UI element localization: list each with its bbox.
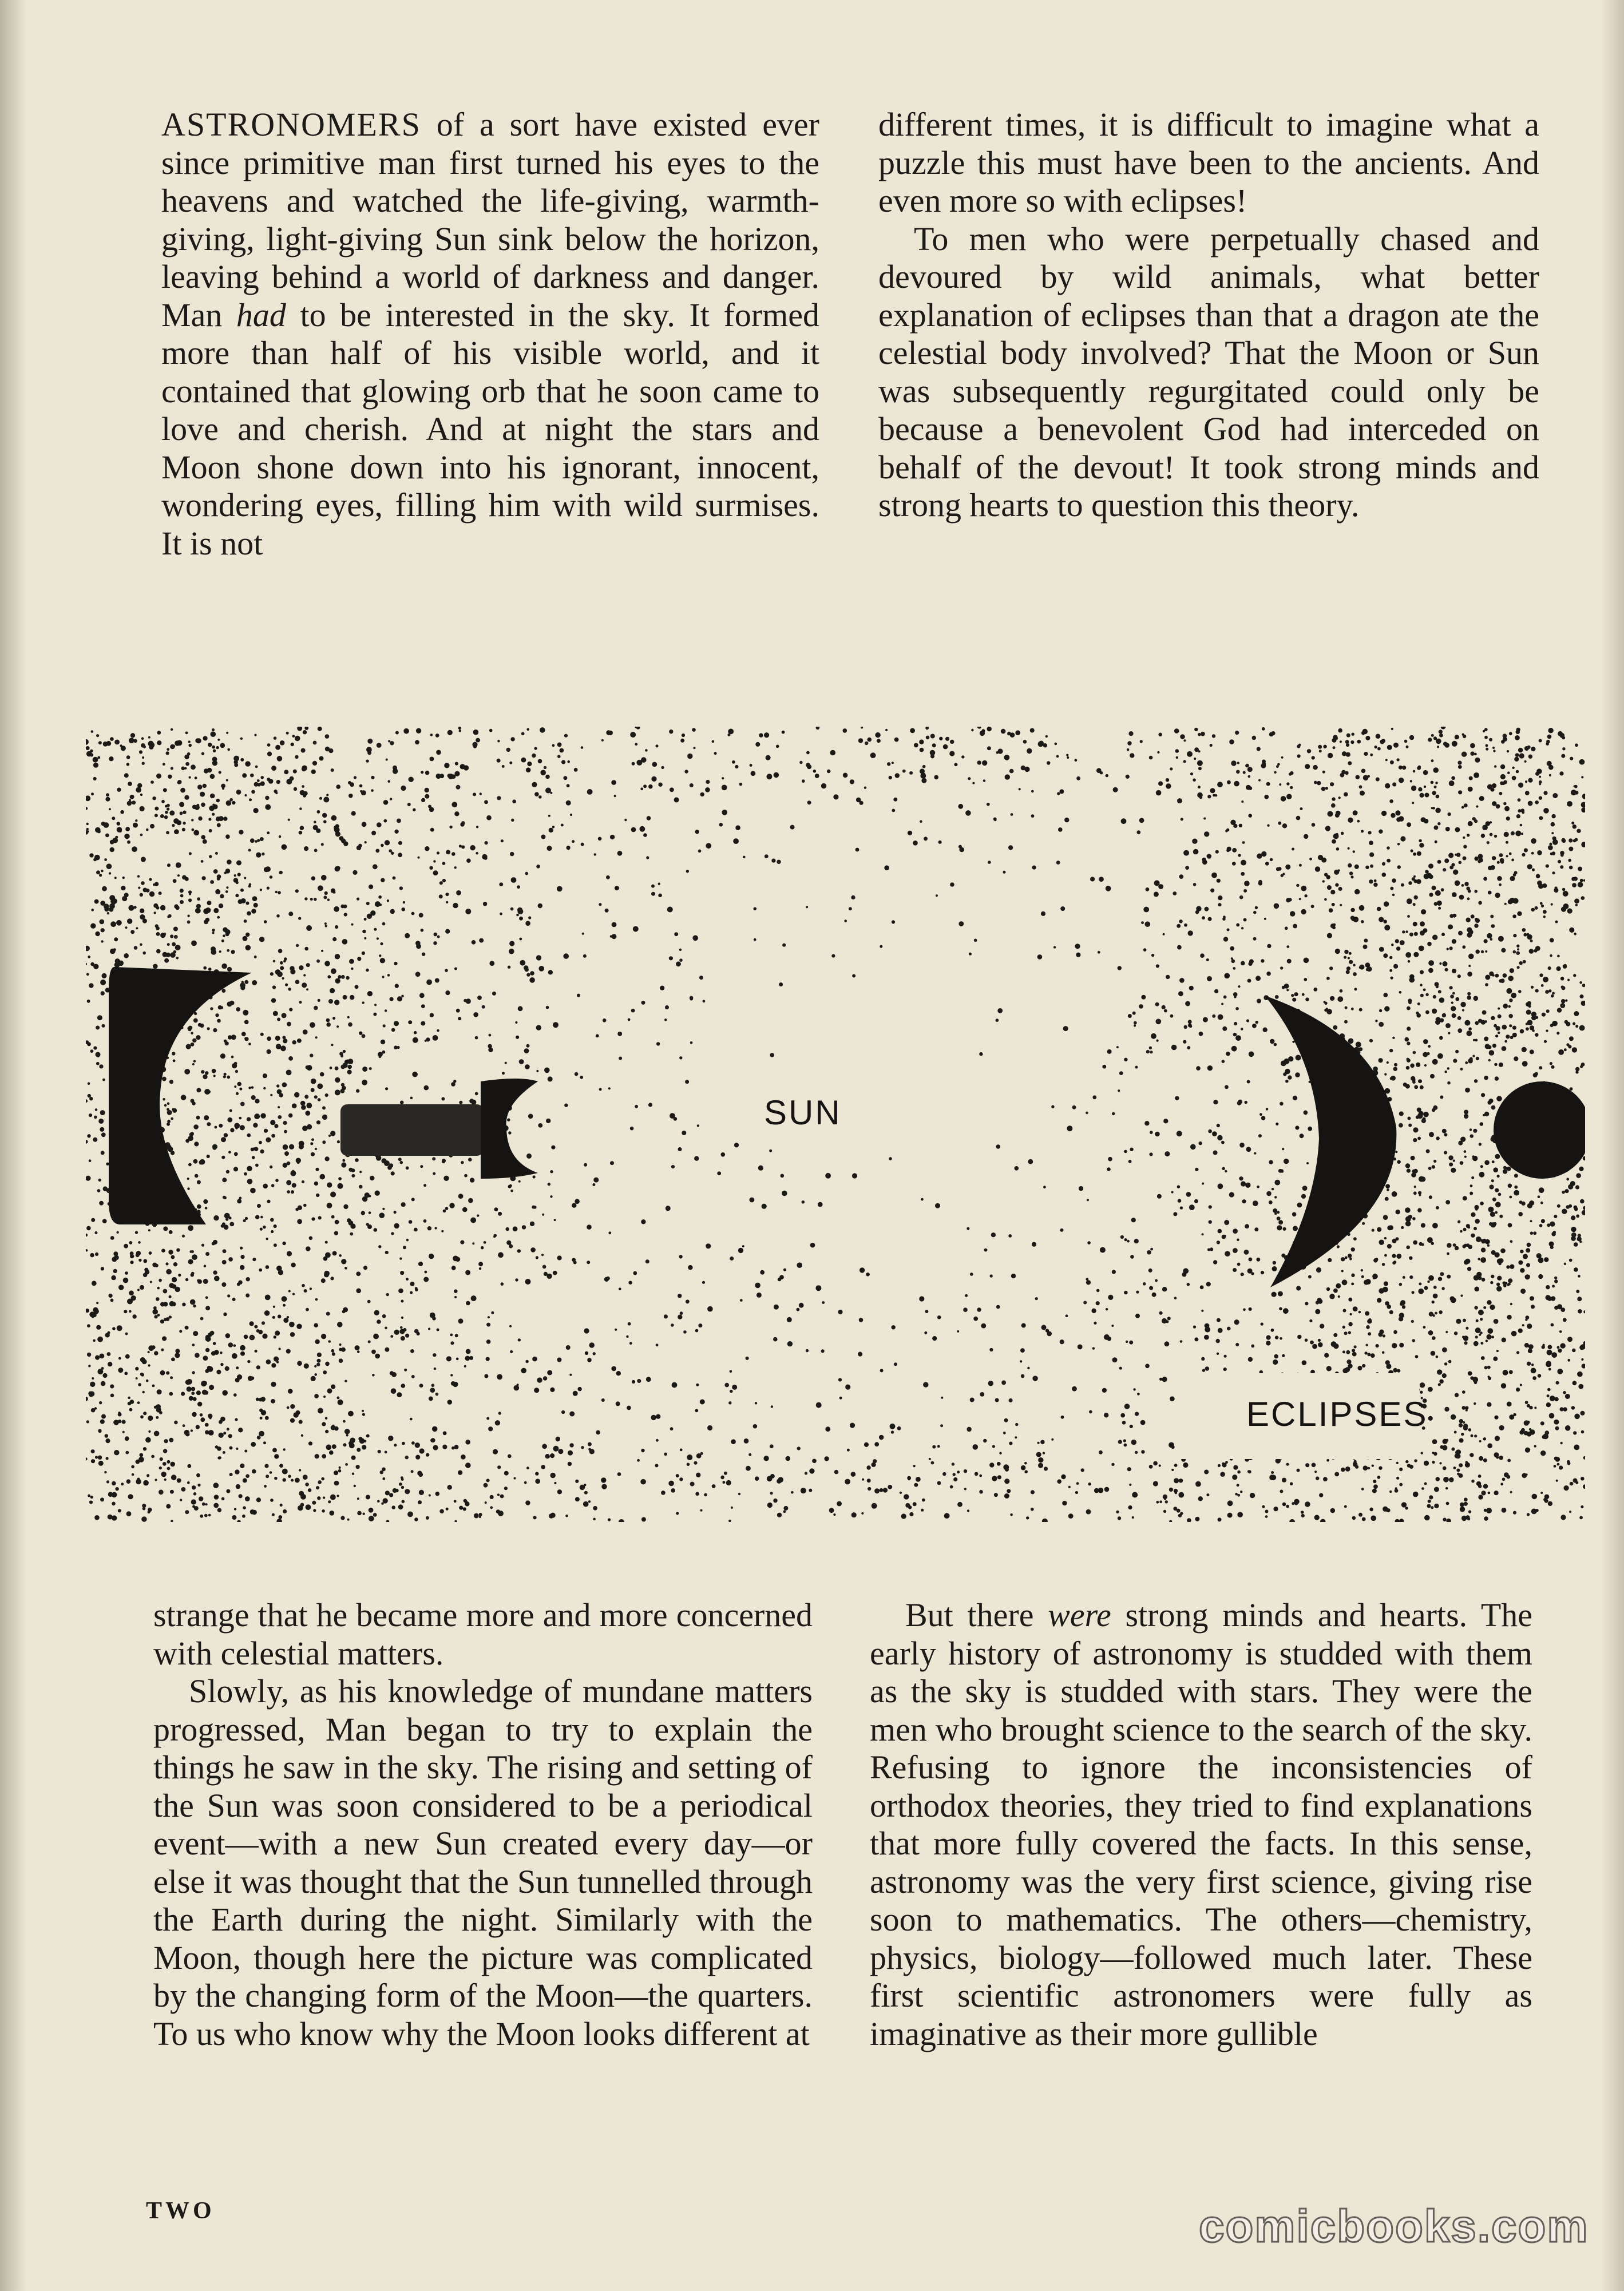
text-column-bottom-left xyxy=(153,1596,813,2053)
text-run: to be interested in the sky. It formed more than half of his visible world, and it contained that glowing orb that he soon came to love and cherish. And at night the stars and Moon shone down into his ignorant, innocent, wondering eyes, filling him with wild surmises. It is not xyxy=(161,296,819,562)
sun-label: SUN xyxy=(764,1093,842,1132)
paragraph: Slowly, as his knowledge of mundane matters progressed, Man began to try to explain the things he saw in the sky. The rising and setting of the Sun was soon considered to be a periodical event—with a new Sun created every day—or else it was thought that the Sun tunnelled through the Earth during the night. Similarly with the Moon, though here the picture was complicated by the changing form of the Moon—the quarters. To us who know why the Moon looks different at xyxy=(153,1672,813,2052)
text-run: But there xyxy=(905,1596,1048,1634)
text-column-top-right xyxy=(878,106,1539,525)
emphasis: had xyxy=(236,296,286,334)
text-run: of a sort have existed ever since primitive man first turned his eyes to the heavens and watched the life-giving, warmth-giving, light-giving Sun sink below the horizon, leaving behind a world of darkness and danger. Man xyxy=(161,106,819,334)
paragraph: strange that he became more and more concerned with celestial matters. xyxy=(153,1596,813,1672)
left-small-crescent xyxy=(481,1079,538,1179)
right-crescent-shape xyxy=(1265,996,1396,1287)
text-column-top-left xyxy=(161,106,819,562)
paragraph: To men who were perpetually chased and devoured by wild animals, what better explanation of eclipses than that a dragon ate the celestial body involved? That the Moon or Sun was subsequently regurgitated could only be because a benevolent God had interceded on behalf of the devout! It took strong minds and strong hearts to question this theory. xyxy=(878,220,1539,524)
page-number: TWO xyxy=(146,2198,215,2224)
paragraph xyxy=(870,1596,1532,2053)
text-run: strong minds and hearts. The early history of astronomy is studded with them as the sky is studded with stars. They were the men who brought science to the search of the sky. Refusing to ignore the inconsistencies of orthodox theories, they tried to find explanations that more fully covered the facts. In this sense, astronomy was the very first science, giving rise soon to mathematics. The others—chemistry, physics, biology—followed much later. These first scientific astronomers were fully as imaginative as their more gullible xyxy=(870,1596,1532,2052)
left-bar-shape xyxy=(340,1104,484,1156)
watermark-logo: comicbooks.com xyxy=(1199,2201,1589,2252)
paragraph: different times, it is difficult to imagine what a puzzle this must have been to the ancients. And even more so with eclipses! xyxy=(878,106,1539,219)
paragraph xyxy=(161,106,819,562)
page-edge-shadow xyxy=(1601,0,1624,2291)
eclipses-label: ECLIPSES xyxy=(1246,1395,1428,1433)
text-column-bottom-right xyxy=(870,1596,1532,2053)
page-gutter-shadow xyxy=(0,0,26,2291)
emphasis: were xyxy=(1048,1596,1111,1634)
lead-word: ASTRONOMERS xyxy=(161,106,421,143)
right-small-disc xyxy=(1494,1081,1585,1179)
